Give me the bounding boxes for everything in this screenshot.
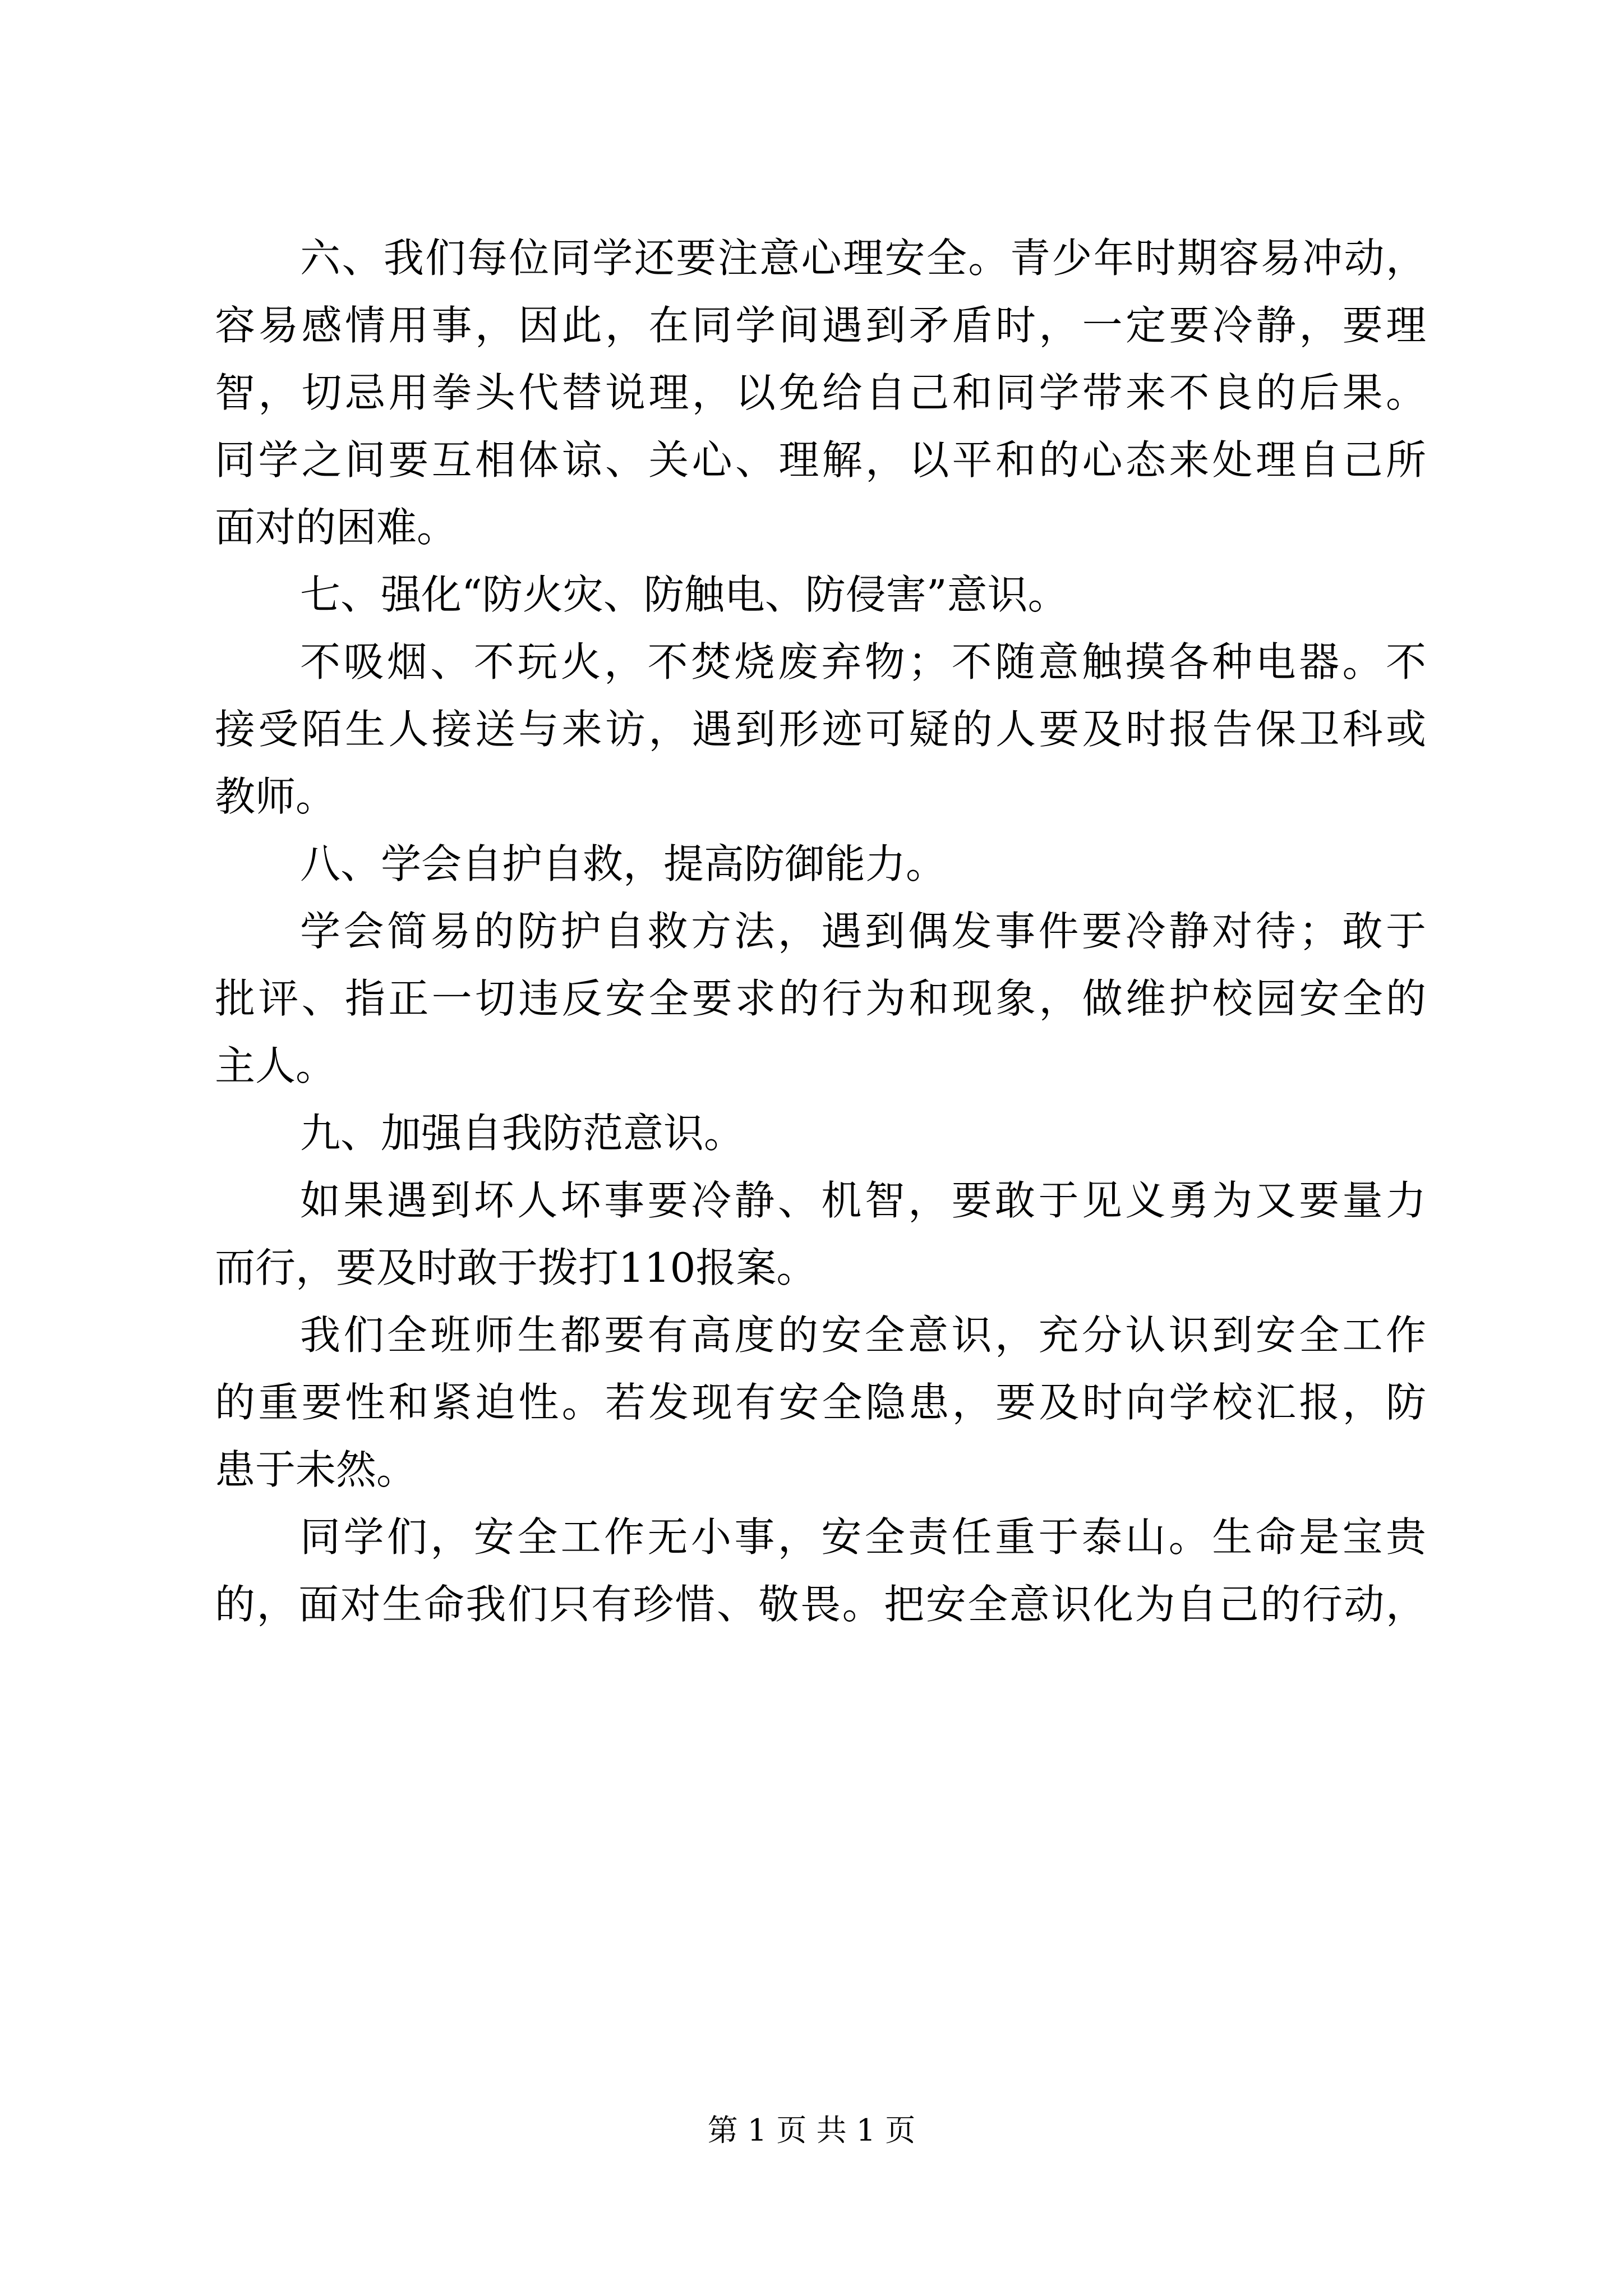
paragraph-line: 如果遇到坏人坏事要冷静、机智，要敢于见义勇为又要量力	[300, 1177, 1426, 1224]
paragraph-line: 而行，要及时敢于拨打110报案。	[215, 1244, 817, 1291]
paragraph-line: 不吸烟、不玩火，不焚烧废弃物；不随意触摸各种电器。不	[300, 638, 1426, 685]
section-heading: 七、强化“防火灾、防触电、防侵害”意识。	[300, 571, 1068, 618]
paragraph-line: 同学们，安全工作无小事，安全责任重于泰山。生命是宝贵	[300, 1513, 1426, 1561]
paragraph-line: 患于未然。	[215, 1446, 417, 1493]
paragraph-line: 智，切忌用拳头代替说理，以免给自己和同学带来不良的后果。	[215, 369, 1426, 416]
page-footer	[0, 2111, 1623, 2150]
paragraph-line: 容易感情用事，因此，在同学间遇到矛盾时，一定要冷静，要理	[215, 302, 1426, 349]
paragraph-line: 学会简易的防护自救方法，遇到偶发事件要冷静对待；敢于	[300, 908, 1426, 955]
paragraph-line: 批评、指正一切违反安全要求的行为和现象，做维护校园安全的	[215, 975, 1426, 1022]
paragraph-line: 六、我们每位同学还要注意心理安全。青少年时期容易冲动，	[300, 234, 1426, 282]
paragraph-line: 主人。	[215, 1042, 336, 1089]
paragraph-line: 接受陌生人接送与来访，遇到形迹可疑的人要及时报告保卫科或	[215, 706, 1426, 753]
section-heading: 九、加强自我防范意识。	[300, 1110, 745, 1157]
paragraph-line: 我们全班师生都要有高度的安全意识，充分认识到安全工作	[300, 1312, 1426, 1359]
paragraph-line: 的，面对生命我们只有珍惜、敬畏。把安全意识化为自己的行动，	[215, 1581, 1426, 1628]
paragraph-line: 的重要性和紧迫性。若发现有安全隐患，要及时向学校汇报，防	[215, 1379, 1426, 1426]
paragraph-line: 同学之间要互相体谅、关心、理解，以平和的心态来处理自己所	[215, 436, 1426, 484]
page-number-label: 第 1 页 共 1 页	[707, 2113, 916, 2148]
section-heading: 八、学会自护自救，提高防御能力。	[300, 840, 947, 887]
paragraph-line: 教师。	[215, 773, 336, 820]
paragraph-line: 面对的困难。	[215, 504, 458, 551]
